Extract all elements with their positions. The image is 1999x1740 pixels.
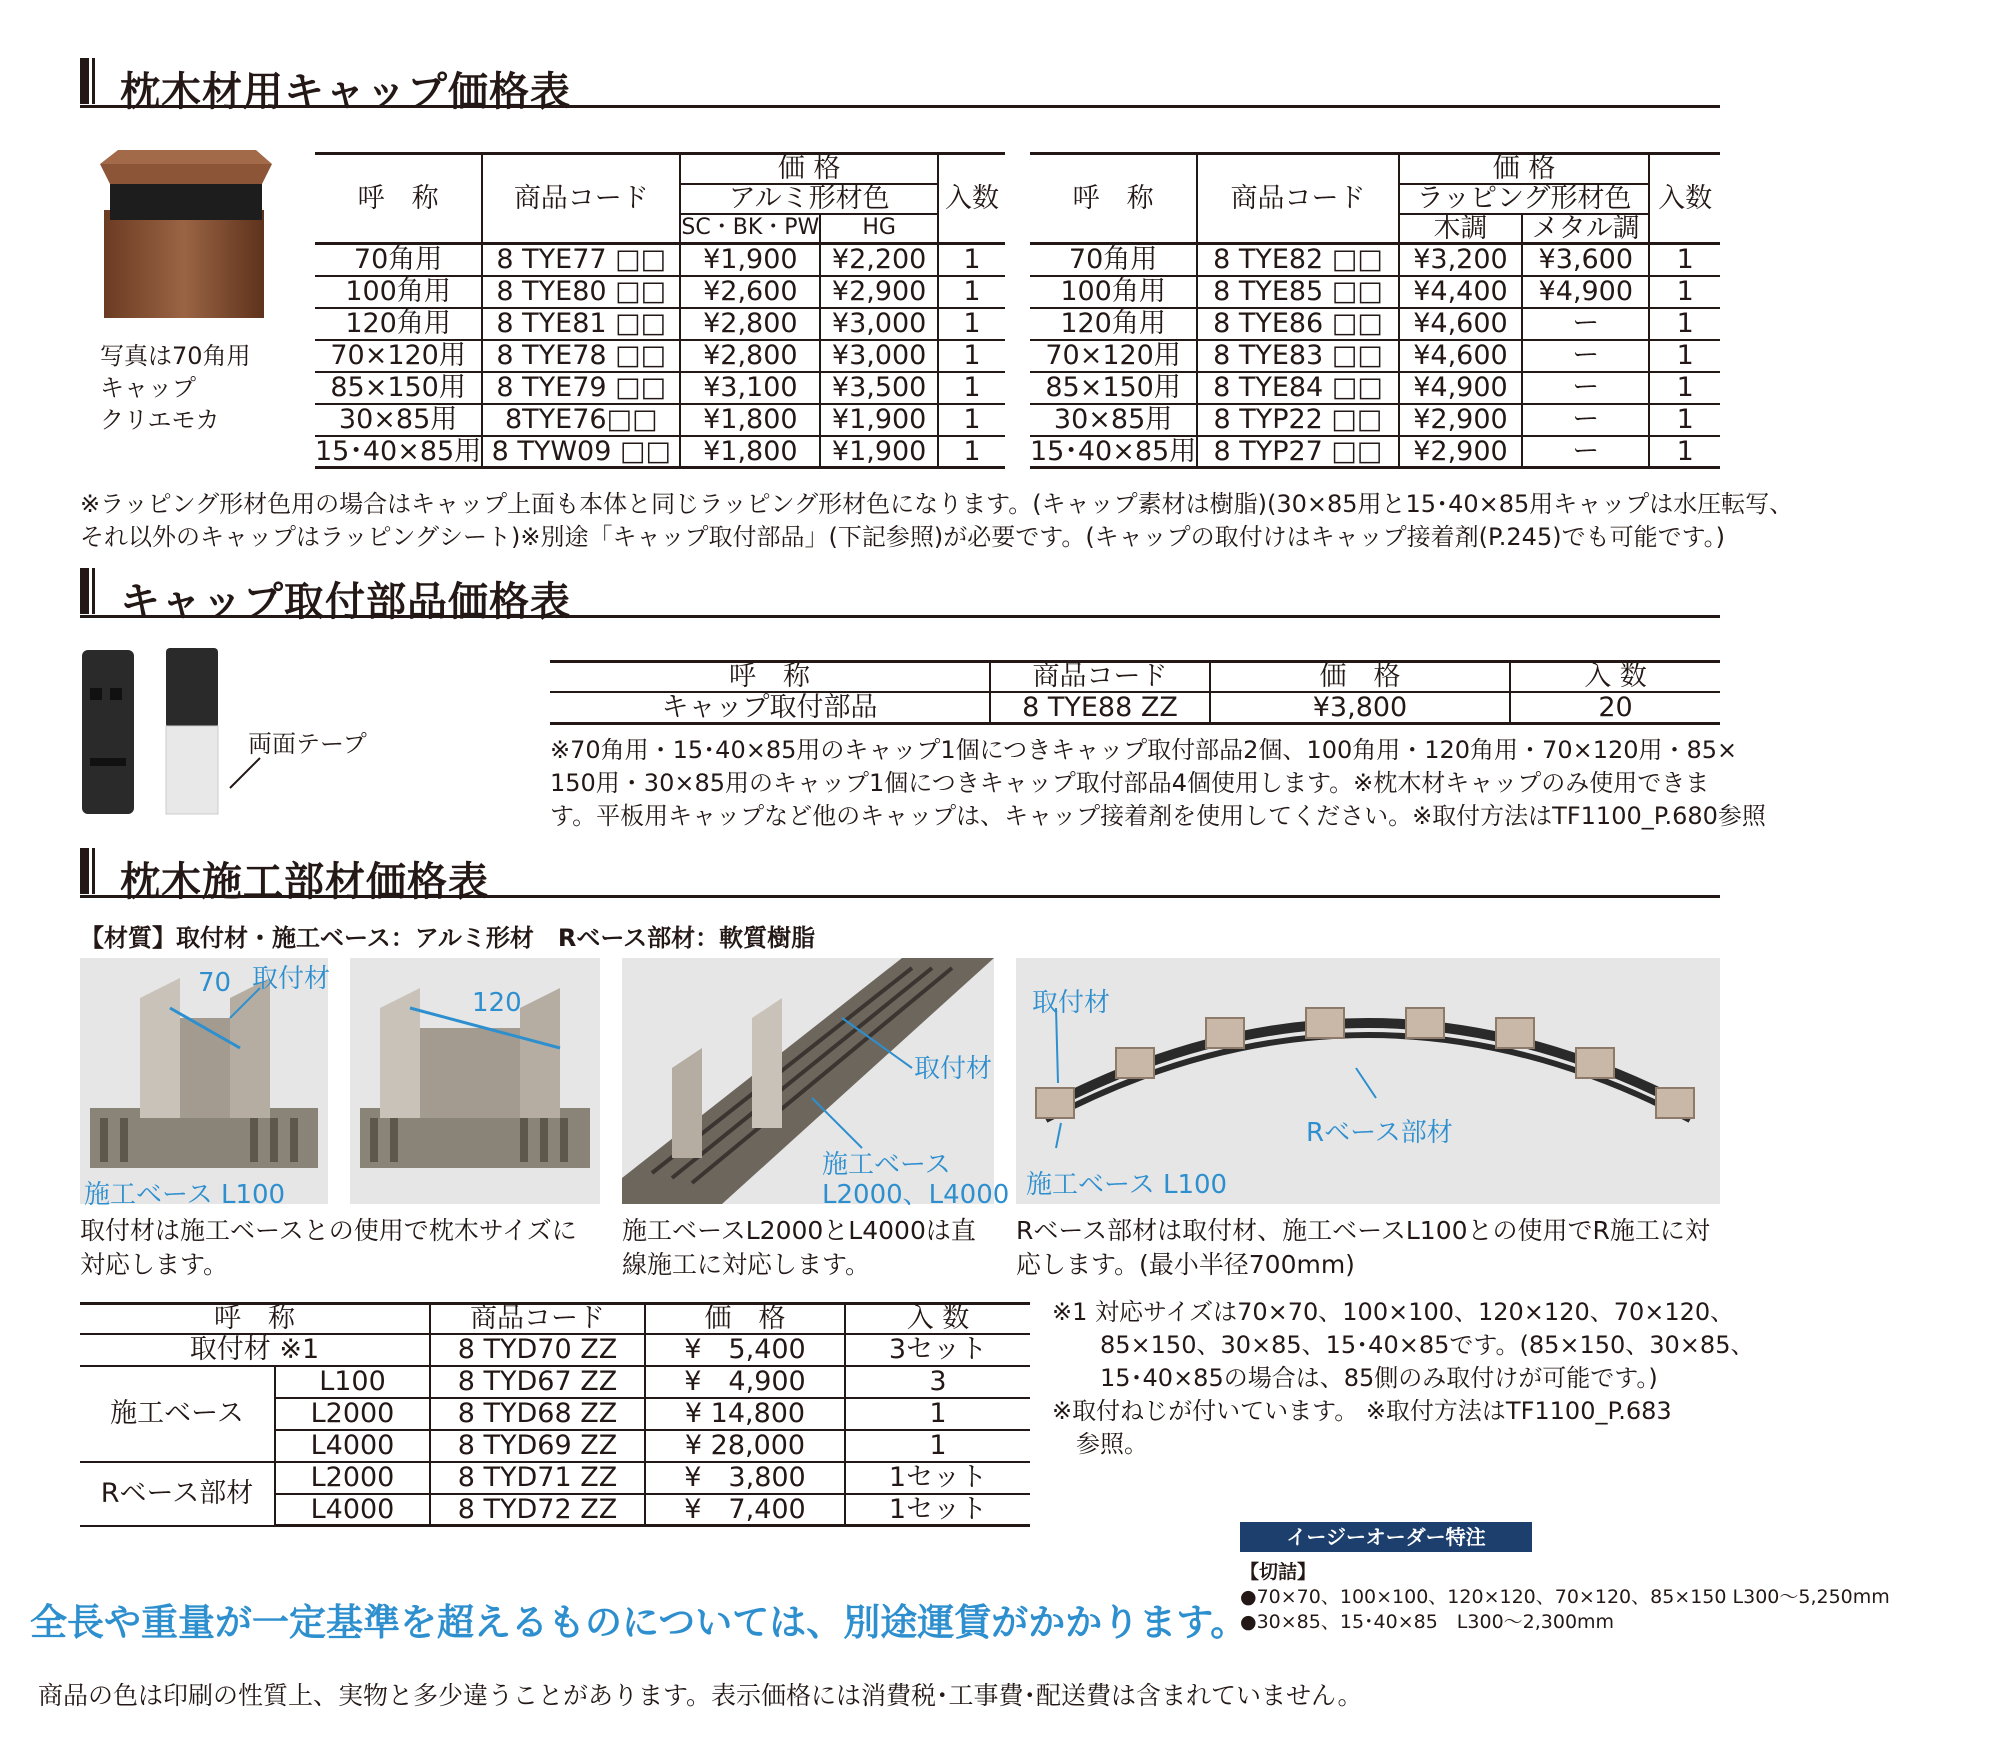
section-title-text: 枕木施工部材価格表	[120, 859, 489, 905]
table-row	[315, 372, 1005, 404]
cell-price-2: ¥3,600	[1522, 244, 1649, 276]
cell-qty: 1	[938, 244, 1005, 276]
table-row	[315, 276, 1005, 308]
cap-wrapping-price-table	[1030, 152, 1720, 469]
table-row	[1030, 436, 1720, 468]
cap-photo-caption	[100, 340, 251, 436]
cell-price: ¥ 3,800	[645, 1462, 845, 1494]
table-row	[315, 404, 1005, 436]
cell-price-2: ¥2,200	[820, 244, 938, 276]
header-name: 呼 称	[80, 1304, 430, 1334]
caption-line: キャップ	[100, 374, 196, 402]
cell-price-1: ¥3,200	[1399, 244, 1523, 276]
cell-qty: 1	[938, 276, 1005, 308]
cell-price-1: ¥4,900	[1399, 372, 1523, 404]
cell-price-1: ¥4,600	[1399, 308, 1523, 340]
cell-name: 70×120用	[1030, 340, 1197, 372]
cell-price-1: ¥4,400	[1399, 276, 1523, 308]
cell-price-1: ¥3,100	[680, 372, 820, 404]
header-qty: 入数	[1649, 154, 1720, 244]
header-color-1: 木調	[1399, 214, 1523, 244]
table-row	[315, 244, 1005, 276]
cell-qty: 3	[845, 1366, 1030, 1398]
cell-qty: 1セット	[845, 1494, 1030, 1526]
cell-code: 8 TYE79 □□	[482, 372, 680, 404]
header-price: 価 格	[680, 154, 938, 184]
cell-price-2: ¥1,900	[820, 404, 938, 436]
caption-line: クリエモカ	[100, 406, 220, 434]
cell-price-2: ¥3,000	[820, 308, 938, 340]
desc-line: 線施工に対応します。	[622, 1250, 871, 1279]
cell-price-1: ¥4,600	[1399, 340, 1523, 372]
cell-qty: 1	[938, 308, 1005, 340]
cell-qty: 1	[1649, 244, 1720, 276]
title-bar-thin-icon	[92, 848, 95, 894]
cell-name: 100角用	[1030, 276, 1197, 308]
cell-qty: 1	[1649, 404, 1720, 436]
cell-code: 8 TYE84 □□	[1197, 372, 1399, 404]
photo-desc-1	[80, 1214, 577, 1282]
cell-code: 8 TYE81 □□	[482, 308, 680, 340]
easy-order-line: ●30×85、15･40×85 L300～2,300mm	[1240, 1611, 1615, 1633]
material-note: 【材質】取付材・施工ベース：アルミ形材 Rベース部材：軟質樹脂	[80, 924, 816, 952]
photo-mount-70	[80, 958, 331, 1210]
header-color: アルミ形材色	[680, 184, 938, 214]
mount-parts-price-table	[550, 660, 1720, 725]
cell-qty: 20	[1510, 692, 1720, 724]
header-price: 価 格	[1210, 662, 1510, 692]
cell-name: 70角用	[1030, 244, 1197, 276]
header-code: 商品コード	[1197, 154, 1399, 244]
cell-price-1: ¥2,800	[680, 340, 820, 372]
cell-price-2: ー	[1522, 308, 1649, 340]
table-row	[315, 340, 1005, 372]
cell-size: L100	[275, 1366, 430, 1398]
table-row	[1030, 340, 1720, 372]
cell-name: 取付材 ※1	[80, 1334, 430, 1366]
header-code: 商品コード	[430, 1304, 645, 1334]
desc-line: 応します。(最小半径700mm)	[1016, 1250, 1355, 1279]
header-color-2: メタル調	[1522, 214, 1649, 244]
cell-qty: 1	[938, 404, 1005, 436]
cell-code: 8 TYD67 ZZ	[430, 1366, 645, 1398]
header-name: 呼 称	[1030, 154, 1197, 244]
mount-label: 取付材	[914, 1054, 993, 1084]
cell-price-2: ¥3,000	[820, 340, 938, 372]
table-row	[1030, 276, 1720, 308]
note-line: ※ラッピング形材色用の場合はキャップ上面も本体と同じラッピング形材色になります。(キャップ素材は樹脂)(30×85用と15･40×85用キャップは水圧転写、	[80, 490, 1794, 518]
cell-qty: 1	[845, 1430, 1030, 1462]
note-line: 150用・30×85用のキャップ1個につきキャップ取付部品4個使用します。※枕木材キャップのみ使用できま	[550, 769, 1710, 797]
cell-name: 30×85用	[1030, 404, 1197, 436]
cell-price-2: ー	[1522, 404, 1649, 436]
table-row	[1030, 244, 1720, 276]
dimension-label: 120	[472, 988, 522, 1018]
header-price: 価 格	[645, 1304, 845, 1334]
group-label-base: 施工ベース	[80, 1366, 275, 1462]
cell-price-2: ー	[1522, 436, 1649, 468]
cell-price-2: ¥1,900	[820, 436, 938, 468]
cell-price: ¥ 5,400	[645, 1334, 845, 1366]
header-name: 呼 称	[550, 662, 990, 692]
cell-name: キャップ取付部品	[550, 692, 990, 724]
cell-price-1: ¥2,600	[680, 276, 820, 308]
cell-qty: 1	[1649, 308, 1720, 340]
section-title-text: キャップ取付部品価格表	[120, 579, 571, 625]
cell-price: ¥ 7,400	[645, 1494, 845, 1526]
cell-name: 15･40×85用	[315, 435, 482, 467]
table-row	[80, 1462, 1030, 1494]
section-title-mount-parts	[80, 568, 1720, 625]
cell-qty: 1	[938, 340, 1005, 372]
cell-name: 85×150用	[315, 372, 482, 404]
cap-aluminum-price-table	[315, 152, 1005, 469]
cell-price-1: ¥2,900	[1399, 404, 1523, 436]
cell-code: 8 TYE86 □□	[1197, 308, 1399, 340]
cell-price-1: ¥1,800	[680, 436, 820, 468]
cell-price-1: ¥2,800	[680, 308, 820, 340]
construction-footnotes	[1052, 1296, 1754, 1461]
cell-code: 8 TYP22 □□	[1197, 404, 1399, 436]
cell-code: 8 TYE82 □□	[1197, 244, 1399, 276]
base-length-label: L2000、L4000	[822, 1180, 1010, 1210]
cell-code: 8 TYE77 □□	[482, 244, 680, 276]
cell-code: 8 TYD69 ZZ	[430, 1430, 645, 1462]
note-line: す。平板用キャップなど他のキャップは、キャップ接着剤を使用してください。※取付方法はTF1100_P.680参照	[550, 802, 1766, 830]
cap-photo	[100, 150, 272, 318]
table-row	[315, 308, 1005, 340]
base-label: 施工ベース	[822, 1150, 951, 1180]
title-bar-icon	[80, 58, 89, 104]
base-label: 施工ベース L100	[1026, 1170, 1228, 1200]
cell-code: 8 TYE83 □□	[1197, 340, 1399, 372]
photo-r-base	[1016, 958, 1720, 1204]
title-bar-icon	[80, 848, 89, 894]
cell-name: 120角用	[1030, 308, 1197, 340]
cell-price: ¥ 28,000	[645, 1430, 845, 1462]
note-line: それ以外のキャップはラッピングシート)※別途「キャップ取付部品」(下記参照)が必要です。(キャップの取付けはキャップ接着剤(P.245)でも可能です。)	[80, 523, 1726, 551]
footnote-line: 85×150、30×85、15･40×85です。(85×150、30×85、	[1100, 1331, 1755, 1359]
section-title-text: 枕木材用キャップ価格表	[120, 69, 571, 115]
header-qty: 入数	[938, 154, 1005, 244]
table-row	[80, 1334, 1030, 1366]
photo-desc-2	[622, 1214, 976, 1282]
cell-code: 8 TYE88 ZZ	[990, 692, 1210, 724]
note-line: ※70角用・15･40×85用のキャップ1個につきキャップ取付部品2個、100角用・120角用・70×120用・85×	[550, 736, 1738, 764]
cell-size: L2000	[275, 1462, 430, 1494]
cell-price: ¥ 4,900	[645, 1366, 845, 1398]
title-bar-thin-icon	[92, 568, 95, 614]
cell-qty: 1	[938, 436, 1005, 468]
cell-qty: 1	[1649, 340, 1720, 372]
cell-price: ¥ 14,800	[645, 1398, 845, 1430]
easy-order-badge: イージーオーダー特注	[1240, 1522, 1532, 1552]
footnote-line: ※取付ねじが付いています。 ※取付方法はTF1100_P.683	[1052, 1397, 1672, 1425]
header-color-1: SC・BK・PW	[680, 214, 820, 244]
desc-line: 取付材は施工ベースとの使用で枕木サイズに	[80, 1216, 577, 1245]
desc-line: 対応します。	[80, 1250, 229, 1279]
cell-code: 8 TYE80 □□	[482, 276, 680, 308]
header-qty: 入 数	[1510, 662, 1720, 692]
header-code: 商品コード	[482, 154, 680, 244]
base-label: 施工ベース L100	[84, 1180, 286, 1210]
cell-size: L4000	[275, 1430, 430, 1462]
section-title-construction-parts	[80, 848, 1720, 905]
cell-name: 100角用	[315, 276, 482, 308]
cap-note	[80, 488, 1793, 554]
header-name: 呼 称	[315, 154, 482, 244]
mount-label: 取付材	[252, 964, 331, 994]
table-row	[315, 436, 1005, 468]
cell-price-1: ¥2,900	[1399, 436, 1523, 468]
cell-size: L2000	[275, 1398, 430, 1430]
title-bar-thin-icon	[92, 58, 95, 104]
desc-line: Rベース部材は取付材、施工ベースL100との使用でR施工に対	[1016, 1216, 1710, 1245]
cell-qty: 1	[845, 1398, 1030, 1430]
mount-label: 取付材	[1032, 988, 1111, 1018]
footnote-line: 15･40×85の場合は、85側のみ取付けが可能です。)	[1100, 1364, 1658, 1392]
cell-price-2: ー	[1522, 340, 1649, 372]
cell-qty: 1	[1649, 276, 1720, 308]
cell-code: 8 TYE85 □□	[1197, 276, 1399, 308]
cell-name: 85×150用	[1030, 372, 1197, 404]
group-label-r-base: Rベース部材	[80, 1462, 275, 1526]
cell-price-2: ¥2,900	[820, 276, 938, 308]
construction-parts-price-table	[80, 1302, 1030, 1527]
cell-qty: 1セット	[845, 1462, 1030, 1494]
photo-base-straight	[622, 958, 1010, 1210]
photo-desc-3	[1016, 1214, 1710, 1282]
cell-name: 70×120用	[315, 340, 482, 372]
cell-price-1: ¥1,800	[680, 404, 820, 436]
header-color-2: HG	[820, 214, 938, 244]
cell-price-2: ー	[1522, 372, 1649, 404]
cell-qty: 1	[1649, 436, 1720, 468]
cell-qty: 1	[938, 372, 1005, 404]
easy-order-heading: 【切詰】	[1240, 1561, 1317, 1583]
mount-parts-note	[550, 734, 1766, 833]
cell-name: 70角用	[315, 244, 482, 276]
cell-qty: 3セット	[845, 1334, 1030, 1366]
desc-line: 施工ベースL2000とL4000は直	[622, 1216, 976, 1245]
table-row	[1030, 308, 1720, 340]
footer-disclaimer: 商品の色は印刷の性質上、実物と多少違うことがあります。表示価格には消費税･工事費･配送費は含まれていません。	[38, 1681, 1363, 1710]
header-code: 商品コード	[990, 662, 1210, 692]
double-sided-tape-label: 両面テープ	[248, 730, 367, 758]
easy-order-details	[1240, 1560, 1890, 1635]
cell-price-1: ¥1,900	[680, 244, 820, 276]
easy-order-line: ●70×70、100×100、120×120、70×120、85×150 L300～5,250mm	[1240, 1586, 1890, 1608]
cell-code: 8 TYW09 □□	[482, 436, 680, 468]
cell-price-2: ¥3,500	[820, 372, 938, 404]
table-row	[1030, 404, 1720, 436]
footnote-line: ※1 対応サイズは70×70、100×100、120×120、70×120、	[1052, 1298, 1735, 1326]
cell-code: 8 TYD68 ZZ	[430, 1398, 645, 1430]
cell-name: 30×85用	[315, 404, 482, 436]
cell-code: 8 TYD70 ZZ	[430, 1334, 645, 1366]
table-row	[1030, 372, 1720, 404]
cell-size: L4000	[275, 1494, 430, 1526]
cell-code: 8 TYE78 □□	[482, 340, 680, 372]
header-price: 価 格	[1399, 154, 1650, 184]
caption-line: 写真は70角用	[100, 342, 251, 370]
cell-code: 8 TYD71 ZZ	[430, 1462, 645, 1494]
cell-code: 8 TYP27 □□	[1197, 436, 1399, 468]
section-title-cap-price	[80, 58, 1720, 115]
cell-code: 8TYE76□□	[482, 404, 680, 436]
cell-name: 15･40×85用	[1030, 435, 1197, 467]
header-qty: 入 数	[845, 1304, 1030, 1334]
shipping-notice: 全長や重量が一定基準を超えるものについては、別途運賃がかかります。	[30, 1601, 1248, 1644]
header-color: ラッピング形材色	[1399, 184, 1650, 214]
table-row	[80, 1366, 1030, 1398]
cell-price-2: ¥4,900	[1522, 276, 1649, 308]
r-base-label: Rベース部材	[1306, 1118, 1453, 1148]
cell-price: ¥3,800	[1210, 692, 1510, 724]
cell-qty: 1	[1649, 372, 1720, 404]
title-bar-icon	[80, 568, 89, 614]
cell-code: 8 TYD72 ZZ	[430, 1494, 645, 1526]
footnote-line: 参照。	[1076, 1430, 1148, 1458]
dimension-label: 70	[198, 968, 232, 998]
cell-name: 120角用	[315, 308, 482, 340]
table-row	[550, 692, 1720, 724]
photo-mount-120	[350, 958, 600, 1204]
